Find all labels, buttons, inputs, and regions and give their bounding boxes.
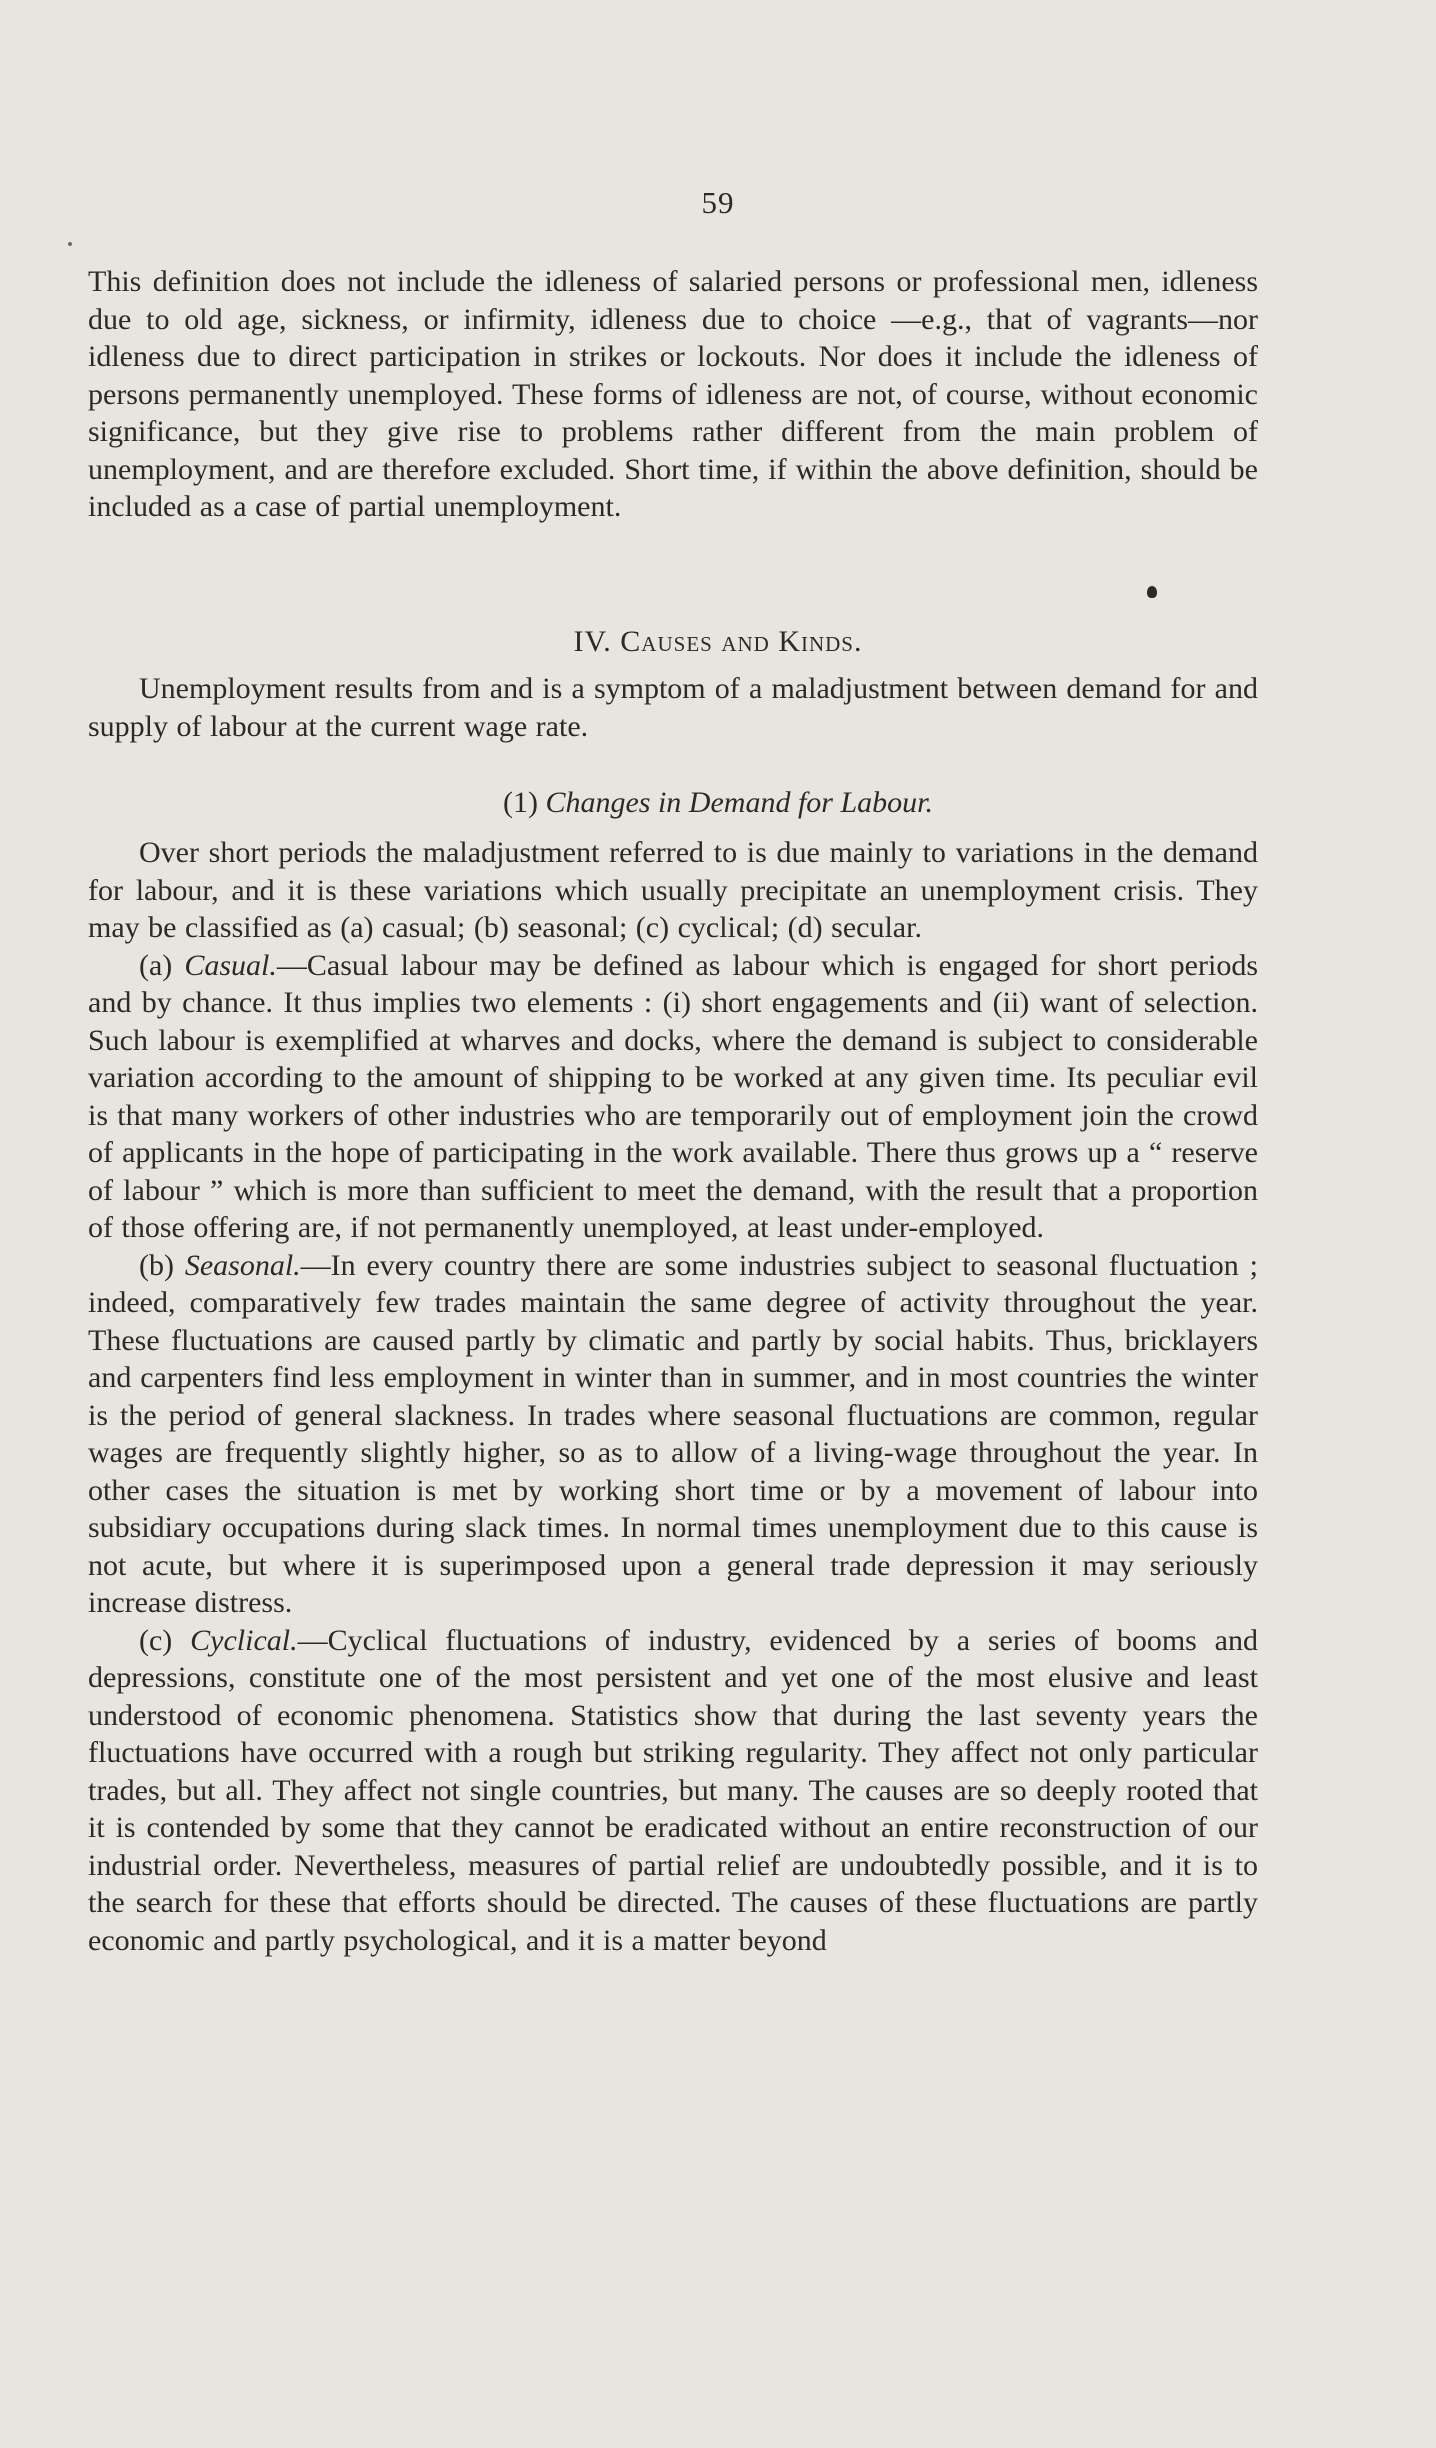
cyclical-label: (c) [139, 1623, 173, 1657]
body-block [88, 834, 1258, 1959]
subsection-title: Changes in Demand for Labour. [545, 786, 933, 819]
ink-mark [1147, 586, 1157, 598]
subsection-number: (1) [502, 786, 538, 819]
cyclical-text: —Cyclical fluctuations of industry, evidenced by a series of booms and depressions, constitute one of the most persistent and yet one of the most elusive and least understood of economic phenomena. Statistics show that during the last seventy years the fluctuations have occurred with a rough but striking regularity. They affect not only particular trades, but all. They affect not single countries, but many. The causes are so deeply rooted that it is contended by some that they cannot be eradicated without an entire reconstruction of our industrial order. Nevertheless, measures of partial relief are undoubtedly possible, and it is to the search for these that efforts should be directed. The causes of these fluctuations are partly economic and partly psychological, and it is a matter beyond [88, 1623, 1258, 1957]
cyclical-term: Cyclical. [190, 1623, 298, 1657]
seasonal-text: —In every country there are some industries subject to seasonal fluctuation ; indeed, comparatively few trades maintain the same degree of activity throughout the year. These fluctuations are caused partly by climatic and partly by social habits. Thus, bricklayers and carpenters find less employment in winter than in summer, and in most countries the winter is the period of general slackness. In trades where seasonal fluctuations are common, regular wages are frequently slightly higher, so as to allow of a living-wage throughout the year. In other cases the situation is met by working short time or by a movement of labour into subsidiary occupations during slack times. In normal times unemployment due to this cause is not acute, but where it is superimposed upon a general trade depression it may seriously increase distress. [88, 1248, 1258, 1619]
section-numeral: IV. [573, 625, 612, 658]
page-number: 59 [701, 185, 735, 220]
intro-paragraph: This definition does not include the idleness of salaried persons or professional men, idleness due to old age, sickness, or infirmity, idleness due to choice —e.g., that of vagrants—nor idleness due to direct participation in strikes or lockouts. Nor does it include the idleness of persons permanently unemployed. These forms of idleness are not, of course, without economic significance, but they give rise to problems rather different from the main problem of unemployment, and are therefore excluded. Short time, if within the above definition, should be included as a case of partial unemployment. [88, 265, 1258, 523]
section-heading [0, 625, 1436, 659]
section-intro-paragraph: Unemployment results from and is a symptom of a maladjustment between demand for and supply of labour at the current wage rate. [88, 672, 1258, 743]
section-title: Causes and Kinds. [620, 625, 863, 658]
subsection-heading [0, 786, 1436, 820]
casual-label: (a) [139, 948, 173, 982]
overview-paragraph: Over short periods the maladjustment referred to is due mainly to variations in the demand for labour, and it is these variations which usually precipitate an unemployment crisis. They may be classified as (a) casual; (b) seasonal; (c) cyclical; (d) secular. [88, 836, 1258, 944]
seasonal-term: Seasonal. [184, 1248, 301, 1282]
section-intro-block [88, 670, 1258, 745]
intro-block [88, 263, 1258, 526]
print-speck [68, 242, 72, 246]
seasonal-paragraph [88, 1247, 1258, 1622]
casual-term: Casual. [184, 948, 277, 982]
seasonal-label: (b) [139, 1248, 174, 1282]
casual-text: —Casual labour may be defined as labour which is engaged for short periods and by chance. It thus implies two elements : (i) short engagements and (ii) want of selection. Such labour is exemplified at wharves and docks, where the demand is subject to considerable variation according to the amount of shipping to be worked at any given time. Its peculiar evil is that many workers of other industries who are temporarily out of employment join the crowd of applicants in the hope of participating in the work available. There thus grows up a “ reserve of labour ” which is more than sufficient to meet the demand, with the result that a proportion of those offering are, if not permanently unemployed, at least under-employed. [88, 948, 1258, 1244]
casual-paragraph [88, 947, 1258, 1247]
cyclical-paragraph [88, 1622, 1258, 1960]
